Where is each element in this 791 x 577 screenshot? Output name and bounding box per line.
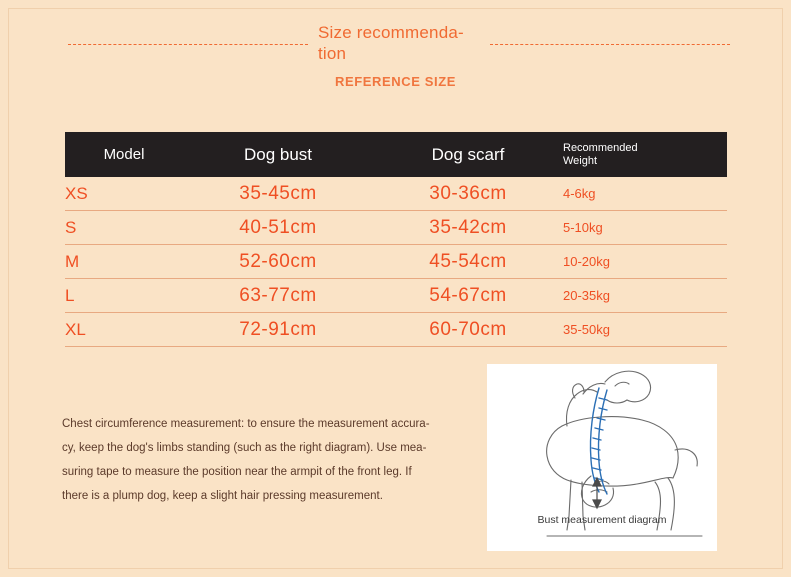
- cell-model: M: [65, 245, 183, 279]
- cell-model: XL: [65, 313, 183, 347]
- measurement-note-line-1: Chest circumference measurement: to ensure the measurement accura-: [62, 418, 430, 430]
- column-header-model: Model: [65, 132, 183, 177]
- header: [0, 22, 791, 82]
- cell-weight: 35-50kg: [563, 313, 727, 347]
- table-row: [65, 313, 727, 347]
- cell-bust: 63-77cm: [183, 279, 373, 313]
- cell-model: L: [65, 279, 183, 313]
- table-header-row: [65, 132, 727, 177]
- cell-bust: 40-51cm: [183, 211, 373, 245]
- cell-scarf: 54-67cm: [373, 279, 563, 313]
- cell-weight: 5-10kg: [563, 211, 727, 245]
- cell-weight: 10-20kg: [563, 245, 727, 279]
- header-dashed-rule-right: [490, 44, 730, 45]
- column-header-dog-bust: Dog bust: [183, 132, 373, 177]
- cell-scarf: 30-36cm: [373, 177, 563, 211]
- bust-measurement-diagram: [487, 364, 717, 551]
- page-title: Size recommenda-tion: [318, 23, 464, 63]
- cell-weight: 4-6kg: [563, 177, 727, 211]
- column-header-dog-scarf: Dog scarf: [373, 132, 563, 177]
- size-table-head: [65, 132, 727, 177]
- table-row: [65, 177, 727, 211]
- cell-scarf: 45-54cm: [373, 245, 563, 279]
- cell-scarf: 60-70cm: [373, 313, 563, 347]
- size-table-body: [65, 177, 727, 347]
- size-table: [65, 132, 727, 347]
- measurement-note-line-2: cy, keep the dog's limbs standing (such as the right diagram). Use mea-: [62, 442, 427, 454]
- diagram-caption: Bust measurement diagram: [537, 514, 667, 526]
- header-dashed-rule-left: [68, 44, 308, 45]
- cell-bust: 52-60cm: [183, 245, 373, 279]
- header-subtitle: REFERENCE SIZE: [334, 74, 457, 89]
- table-row: [65, 245, 727, 279]
- size-table-container: [65, 132, 727, 347]
- cell-weight: 20-35kg: [563, 279, 727, 313]
- measurement-note-line-3: suring tape to measure the position near the armpit of the front leg. If: [62, 466, 412, 478]
- cell-model: S: [65, 211, 183, 245]
- table-row: [65, 279, 727, 313]
- table-row: [65, 211, 727, 245]
- column-header-recommended-weight: [563, 132, 727, 177]
- cell-scarf: 35-42cm: [373, 211, 563, 245]
- column-header-recommended-weight-label: Recommended Weight: [563, 141, 638, 167]
- cell-bust: 35-45cm: [183, 177, 373, 211]
- measurement-note-line-4: there is a plump dog, keep a slight hair pressing measurement.: [62, 490, 383, 502]
- measurement-note: [62, 412, 462, 508]
- cell-bust: 72-91cm: [183, 313, 373, 347]
- cell-model: XS: [65, 177, 183, 211]
